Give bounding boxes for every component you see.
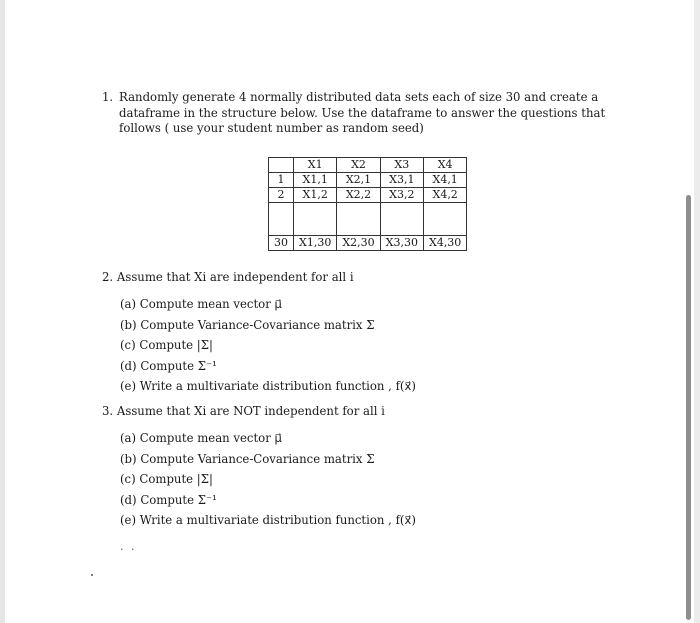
table-cell: X4,30: [423, 236, 466, 251]
q2-item-d: (d) Compute Σ⁻¹: [120, 358, 217, 373]
q3-item-c: (c) Compute |Σ|: [120, 472, 213, 486]
trailing-dots: . .: [120, 540, 137, 553]
question-3-text: Assume that Xi are NOT independent for all i: [116, 404, 385, 418]
table-cell: X3,2: [380, 188, 423, 203]
q3-item-a: (a) Compute mean vector μ⃗: [120, 431, 282, 445]
table-row: [269, 236, 467, 251]
question-2-text: Assume that Xi are independent for all i: [116, 270, 354, 284]
table-cell: X1,30: [294, 236, 337, 251]
table-cell: X3,30: [380, 236, 423, 251]
table-cell: [294, 203, 337, 236]
q3-item-e: (e) Write a multivariate distribution function , f(x⃗): [120, 513, 416, 527]
table-header-row: [269, 158, 467, 173]
question-3-title: [102, 404, 385, 418]
dataframe-table: [268, 157, 467, 251]
table-cell: [337, 203, 380, 236]
table-cell: [380, 203, 423, 236]
table-cell: X1,2: [294, 188, 337, 203]
row-index-cell: 1: [269, 173, 294, 188]
table-cell: X4: [423, 158, 466, 173]
table-row: [269, 203, 467, 236]
table-cell: X4,2: [423, 188, 466, 203]
table-cell: X2: [337, 158, 380, 173]
q3-item-b: (b) Compute Variance-Covariance matrix Σ: [120, 451, 375, 466]
table-cell: [423, 203, 466, 236]
question-1-number: 1.: [102, 90, 114, 104]
q3-item-d: (d) Compute Σ⁻¹: [120, 492, 217, 507]
question-3-number: 3.: [102, 404, 114, 418]
table-cell: X2,1: [337, 173, 380, 188]
table-cell: X3: [380, 158, 423, 173]
row-index-cell: 30: [269, 236, 294, 251]
question-2-title: [102, 270, 354, 284]
row-index-cell: [269, 158, 294, 173]
table-cell: X2,30: [337, 236, 380, 251]
row-index-cell: [269, 203, 294, 236]
q2-item-a: (a) Compute mean vector μ⃗: [120, 297, 282, 311]
question-2-items: [120, 297, 540, 400]
table-cell: X3,1: [380, 173, 423, 188]
q2-item-c: (c) Compute |Σ|: [120, 338, 213, 352]
q2-item-b: (b) Compute Variance-Covariance matrix Σ: [120, 317, 375, 332]
stray-dot: [91, 574, 93, 576]
question-1-text: Randomly generate 4 normally distributed data sets each of size 30 and create a dataframe in the structure below. Use the dataframe to answer the questions that follows ( use your student number as random seed): [119, 90, 606, 136]
question-3-items: [120, 431, 540, 534]
table-row: [269, 173, 467, 188]
table-cell: X4,1: [423, 173, 466, 188]
table-row: [269, 188, 467, 203]
question-1: [102, 90, 622, 137]
row-index-cell: 2: [269, 188, 294, 203]
table-cell: X1: [294, 158, 337, 173]
q2-item-e: (e) Write a multivariate distribution function , f(x⃗): [120, 379, 416, 393]
question-2-number: 2.: [102, 270, 114, 284]
table-cell: X2,2: [337, 188, 380, 203]
table-cell: X1,1: [294, 173, 337, 188]
